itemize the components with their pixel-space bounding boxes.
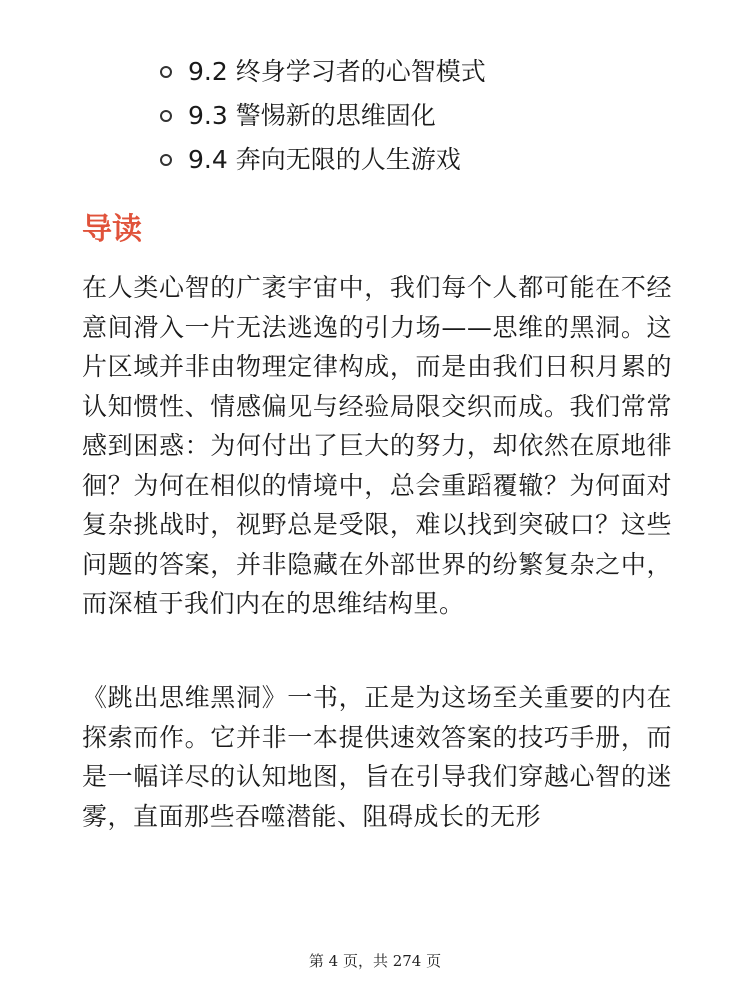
- toc-item[interactable]: [160, 50, 486, 94]
- toc-item[interactable]: [160, 138, 486, 182]
- toc-item-label: 9.3 警惕新的思维固化: [188, 101, 436, 130]
- toc-item-label: 9.4 奔向无限的人生游戏: [188, 145, 461, 174]
- page-number-footer: 第 4 页，共 274 页: [308, 952, 442, 970]
- circle-bullet-icon: [160, 66, 172, 78]
- toc-list: [160, 50, 486, 182]
- circle-bullet-icon: [160, 110, 172, 122]
- body-paragraph: 《跳出思维黑洞》一书，正是为这场至关重要的内在探索而作。它并非一本提供速效答案的技巧手册，而是一幅详尽的认知地图，旨在引导我们穿越心智的迷雾，直面那些吞噬潜能、阻碍成长的无形: [82, 683, 672, 831]
- section-heading: 导读: [82, 212, 142, 247]
- toc-item-label: 9.2 终身学习者的心智模式: [188, 57, 486, 86]
- toc-item[interactable]: [160, 94, 486, 138]
- body-paragraph: 在人类心智的广袤宇宙中，我们每个人都可能在不经意间滑入一片无法逃逸的引力场——思维的黑洞。这片区域并非由物理定律构成，而是由我们日积月累的认知惯性、情感偏见与经验局限交织而成。我们常常感到困惑：为何付出了巨大的努力，却依然在原地徘徊？为何在相似的情境中，总会重蹈覆辙？为何面对复杂挑战时，视野总是受限，难以找到突破口？这些问题的答案，并非隐藏在外部世界的纷繁复杂之中，而深植于我们内在的思维结构里。: [82, 273, 672, 618]
- circle-bullet-icon: [160, 154, 172, 166]
